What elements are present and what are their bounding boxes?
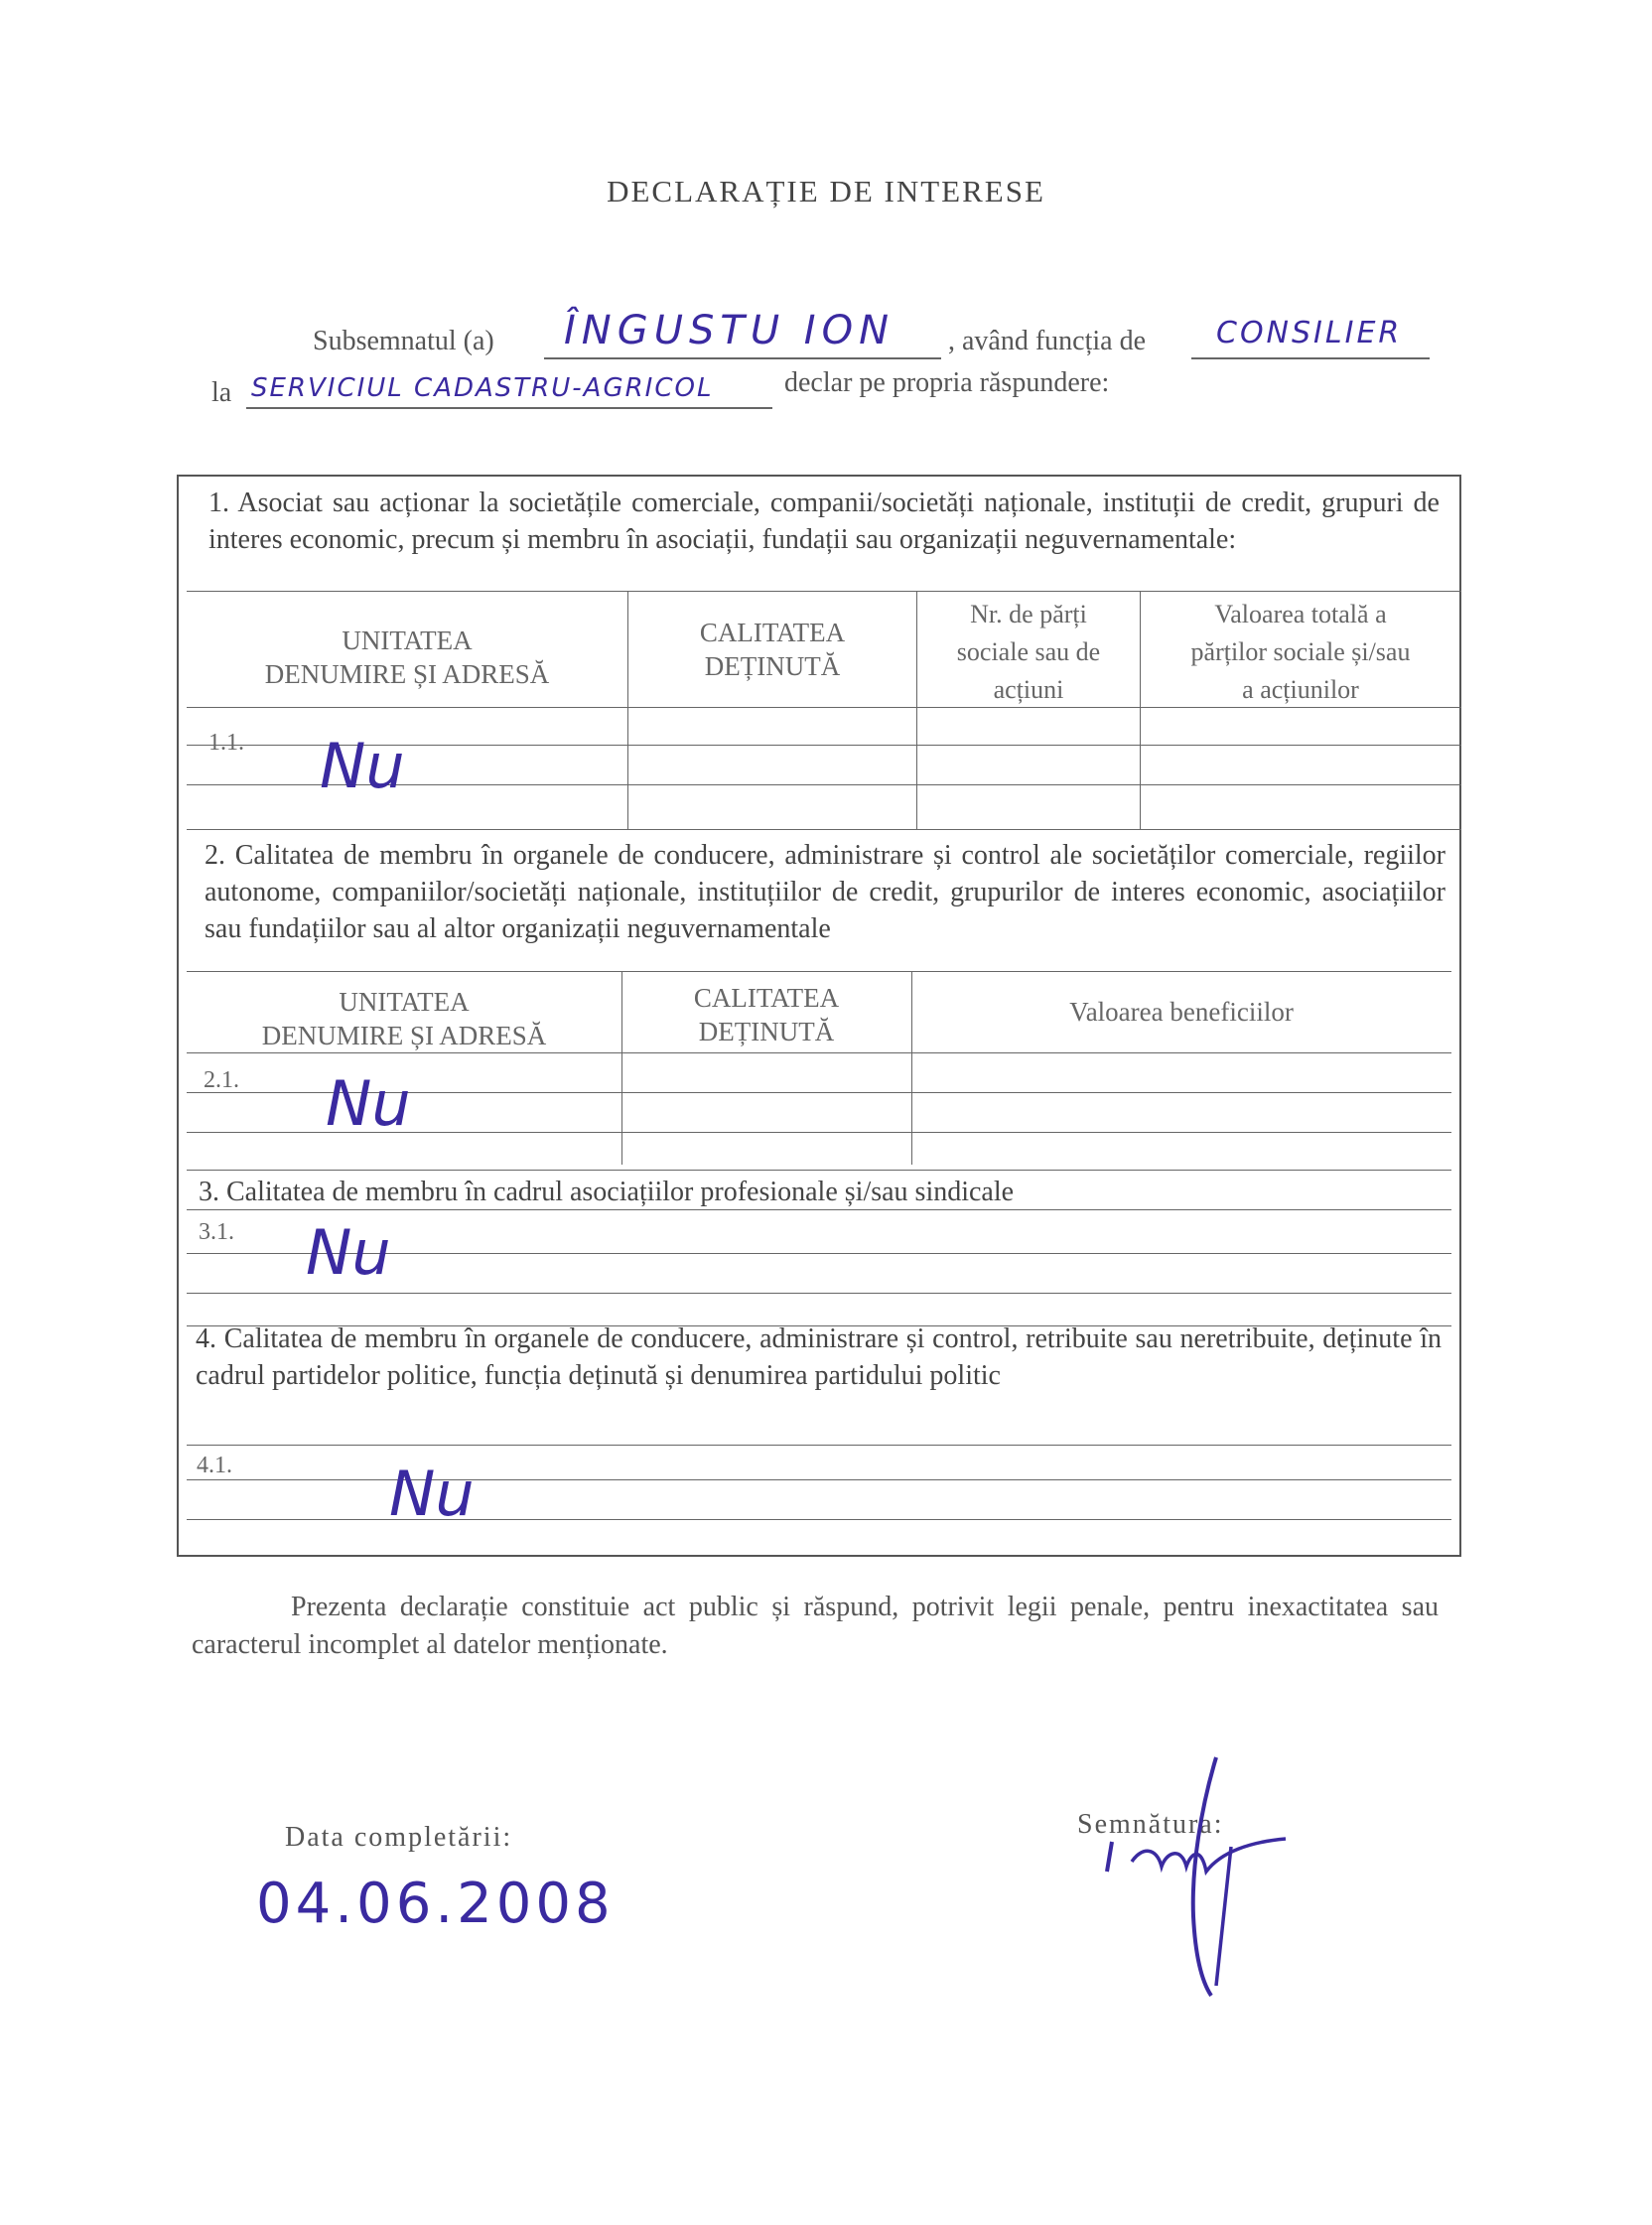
- section-3-text: 3. Calitatea de membru în cadrul asociațiilor profesionale și/sau sindicale: [199, 1177, 1015, 1207]
- section-3-answer[interactable]: Nu: [306, 1216, 391, 1289]
- handwritten-signature[interactable]: [1082, 1747, 1310, 2006]
- section-2-header-valoarea: Valoarea beneficiilor: [1069, 997, 1294, 1027]
- section-1-header-unitatea: UNITATEA DENUMIRE ȘI ADRESĂ: [264, 626, 550, 689]
- name-value: ÎNGUSTU ION: [564, 308, 895, 353]
- section-2-answer[interactable]: Nu: [326, 1067, 411, 1140]
- section-3-row-label: 3.1.: [199, 1219, 234, 1245]
- section-4-answer[interactable]: Nu: [389, 1458, 475, 1530]
- section-1-header-calitatea: CALITATEA DEȚINUTĂ: [699, 618, 846, 681]
- section-2-row-label: 2.1.: [204, 1067, 239, 1093]
- section-2-text: 2. Calitatea de membru în organele de conducere, administrare și control ale societăților comerciale, regiilor autonome, companiilor/societăți naționale, instituțiilor de credit, grupurilor de interes economic, asociațiilor sau fundațiilor sau al altor organizații neguvernamentale: [205, 840, 1446, 944]
- section-1-header-nr-parti: Nr. de părți sociale sau de acțiuni: [956, 600, 1101, 704]
- name-field[interactable]: [544, 308, 941, 359]
- functia-field[interactable]: [1191, 308, 1430, 359]
- declar-label: declar pe propria răspundere:: [784, 367, 1110, 398]
- la-value: SERVICIUL CADASTRU-AGRICOL: [251, 373, 714, 403]
- la-label: la: [211, 377, 232, 408]
- section-4-text: 4. Calitatea de membru în organele de conducere, administrare și control, retribuite sau neretribuite, deținute în cadrul partidelor politice, funcția deținută și denumirea partidului politic: [196, 1323, 1442, 1391]
- section-1-header-valoarea: Valoarea totală a părților sociale și/sau a acțiunilor: [1190, 600, 1411, 704]
- functia-value: CONSILIER: [1216, 316, 1403, 350]
- document-title: DECLARAȚIE DE INTERESE: [607, 174, 1045, 209]
- la-field[interactable]: [246, 359, 772, 409]
- signature-label: Semnătura:: [1077, 1809, 1224, 1840]
- date-label: Data completării:: [285, 1822, 513, 1853]
- section-2-header-unitatea: UNITATEA DENUMIRE ȘI ADRESĂ: [261, 987, 547, 1050]
- functia-label: , având funcția de: [948, 326, 1147, 356]
- section-4-row-label: 4.1.: [197, 1453, 232, 1478]
- section-2-header-calitatea: CALITATEA DEȚINUTĂ: [693, 983, 840, 1046]
- section-1-answer[interactable]: Nu: [320, 730, 405, 802]
- legal-statement: Prezenta declarație constituie act public și răspund, potrivit legii penale, pentru inexactitatea sau caracterul incomplet al datelor menționate.: [192, 1592, 1439, 1660]
- subsemnatul-label: Subsemnatul (a): [313, 326, 494, 356]
- section-1-row-label: 1.1.: [208, 730, 244, 756]
- date-value[interactable]: 04.06.2008: [256, 1872, 615, 1936]
- section-1-text: 1. Asociat sau acționar la societățile comerciale, companii/societăți naționale, instituții de credit, grupuri de interes economic, precum și membru în asociații, fundații sau organizații neguvernamentale:: [208, 487, 1440, 555]
